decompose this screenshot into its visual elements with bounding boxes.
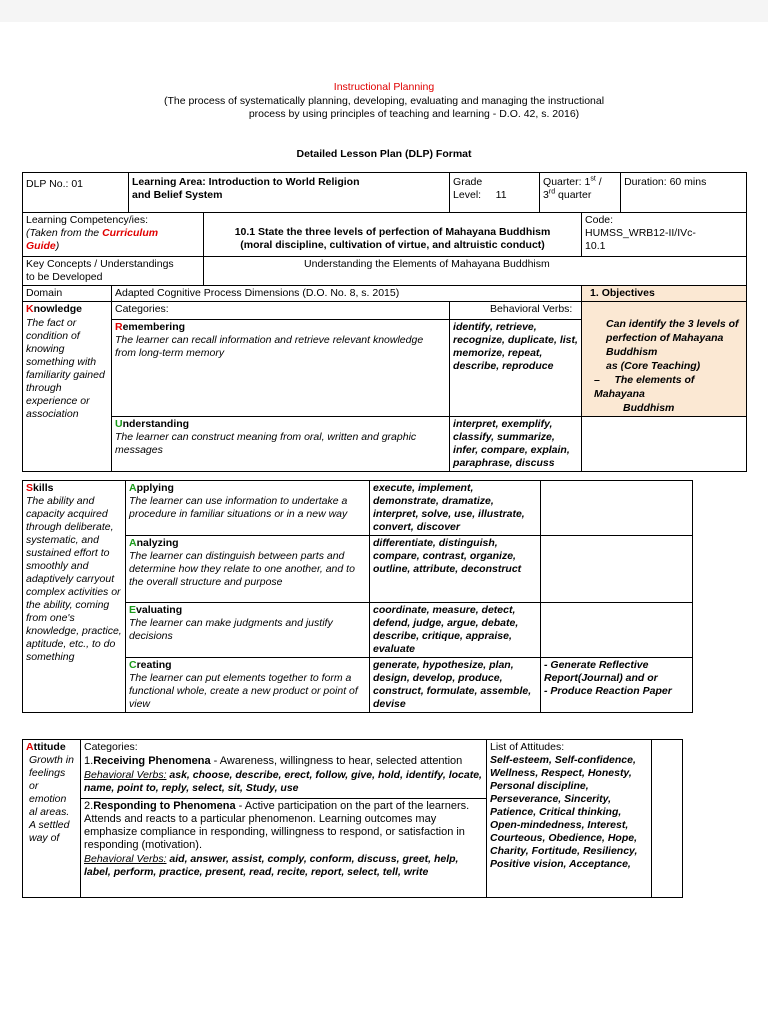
cognitive-dimensions-header: Adapted Cognitive Process Dimensions (D.O. No. 8, s. 2015) xyxy=(112,286,582,302)
competency-code: Code: HUMSS_WRB12-II/IVc- 10.1 xyxy=(582,213,747,257)
receiving-phenomena-cell: Categories: 1.Receiving Phenomena - Awareness, willingness to hear, selected attention Behavioral Verbs: ask, choose, describe, erect, follow, give, hold, identify, locate, name, point to, reply, select, sit, Study, use xyxy=(81,740,487,799)
learning-area: Learning Area: Introduction to World Religion and Belief System xyxy=(129,173,450,213)
attitude-domain: Attitude Growth in feelings or emotion al areas. A settled way of xyxy=(23,740,81,898)
document-title: Instructional Planning xyxy=(333,81,435,93)
understanding-verbs: interpret, exemplify, classify, summarize, infer, compare, explain, paraphrase, discuss xyxy=(450,417,582,472)
knowledge-domain: Knowledge The fact or condition of knowing something with familiarity gained through experience or association xyxy=(23,302,112,472)
format-title: Detailed Lesson Plan (DLP) Format xyxy=(296,148,472,160)
analyzing-verbs: differentiate, distinguish, compare, contrast, organize, outline, attribute, deconstruct xyxy=(370,536,541,603)
attitude-table xyxy=(22,739,683,898)
dlp-knowledge-table xyxy=(22,172,747,472)
creating-cell: Creating The learner can put elements together to form a functional whole, create a new product or point of view xyxy=(126,658,370,713)
learning-competency: 10.1 State the three levels of perfection of Mahayana Buddhism (moral discipline, cultivation of virtue, and altruistic conduct) xyxy=(204,213,582,257)
behavioral-verbs-label: Behavioral Verbs: xyxy=(450,302,582,320)
applying-objectives xyxy=(541,481,693,536)
evaluating-verbs: coordinate, measure, detect, defend, judge, argue, debate, describe, critique, appraise, evaluate xyxy=(370,603,541,658)
list-of-attitudes: List of Attitudes: Self-esteem, Self-confidence, Wellness, Respect, Honesty, Personal discipline, Perseverance, Sincerity, Patience, Critical thinking, Open-mindedness, Interest, Courteous, Obedience, Hope, Charity, Fortitude, Resiliency, Positive vision, Acceptance, xyxy=(487,740,652,898)
responding-phenomena-cell: 2.Responding to Phenomena - Active participation on the part of the learners. Attends and reacts to a particular phenomenon. Learning outcomes may emphasize compliance in responding, willingness to respond, or satisfaction in responding (motivation). Behavioral Verbs: aid, answer, assist, comply, conform, discuss, greet, help, label, perform, practice, present, read, recite, report, select, tell, write xyxy=(81,799,487,898)
evaluating-cell: Evaluating The learner can make judgments and justify decisions xyxy=(126,603,370,658)
attitude-objectives xyxy=(652,740,683,898)
grade-level: Grade Level: 11 xyxy=(450,173,540,213)
quarter: Quarter: 1st / 3rd quarter xyxy=(540,173,621,213)
understanding-objectives xyxy=(582,417,747,472)
understanding-cell: Understanding The learner can construct meaning from oral, written and graphic messages xyxy=(112,417,450,472)
subtitle-line-2: process by using principles of teaching and learning - D.O. 42, s. 2016) xyxy=(248,108,580,120)
skills-domain: Skills The ability and capacity acquired through deliberate, systematic, and sustained effort to smoothly and adaptively carryout complex activities or the ability, coming from one's knowledge, practice, aptitude, etc., to do something xyxy=(23,481,126,713)
creating-verbs: generate, hypothesize, plan, design, develop, produce, construct, formulate, assemble, devise xyxy=(370,658,541,713)
learning-competency-label: Learning Competency/ies: (Taken from the Curriculum Guide) xyxy=(23,213,204,257)
subtitle-line-1: (The process of systematically planning, developing, evaluating and managing the instructional xyxy=(163,95,605,107)
analyzing-cell: Analyzing The learner can distinguish between parts and determine how they relate to one another, and to the overall structure and purpose xyxy=(126,536,370,603)
applying-verbs: execute, implement, demonstrate, dramatize, interpret, solve, use, illustrate, convert, discover xyxy=(370,481,541,536)
page-top-band xyxy=(0,0,768,22)
key-concepts-label: Key Concepts / Understandings to be Developed xyxy=(23,257,204,286)
remembering-verbs: identify, retrieve, recognize, duplicate, list, memorize, repeat, describe, reproduce xyxy=(450,320,582,417)
evaluating-objectives xyxy=(541,603,693,658)
duration: Duration: 60 mins xyxy=(621,173,747,213)
skills-table xyxy=(22,480,693,713)
domain-header: Domain xyxy=(23,286,112,302)
categories-label: Categories: xyxy=(112,302,450,320)
dlp-number: DLP No.: 01 xyxy=(23,173,129,213)
applying-cell: Applying The learner can use information to undertake a procedure in familiar situations or in a new way xyxy=(126,481,370,536)
analyzing-objectives xyxy=(541,536,693,603)
knowledge-objectives: Can identify the 3 levels of perfection of Mahayana Buddhism as (Core Teaching) – The elements of Mahayana Buddhism xyxy=(582,302,747,417)
objectives-header: 1. Objectives xyxy=(582,286,747,302)
key-concepts: Understanding the Elements of Mahayana Buddhism xyxy=(204,257,747,286)
remembering-cell: Remembering The learner can recall information and retrieve relevant knowledge from long-term memory xyxy=(112,320,450,417)
creating-objectives: - Generate Reflective Report(Journal) and or - Produce Reaction Paper xyxy=(541,658,693,713)
